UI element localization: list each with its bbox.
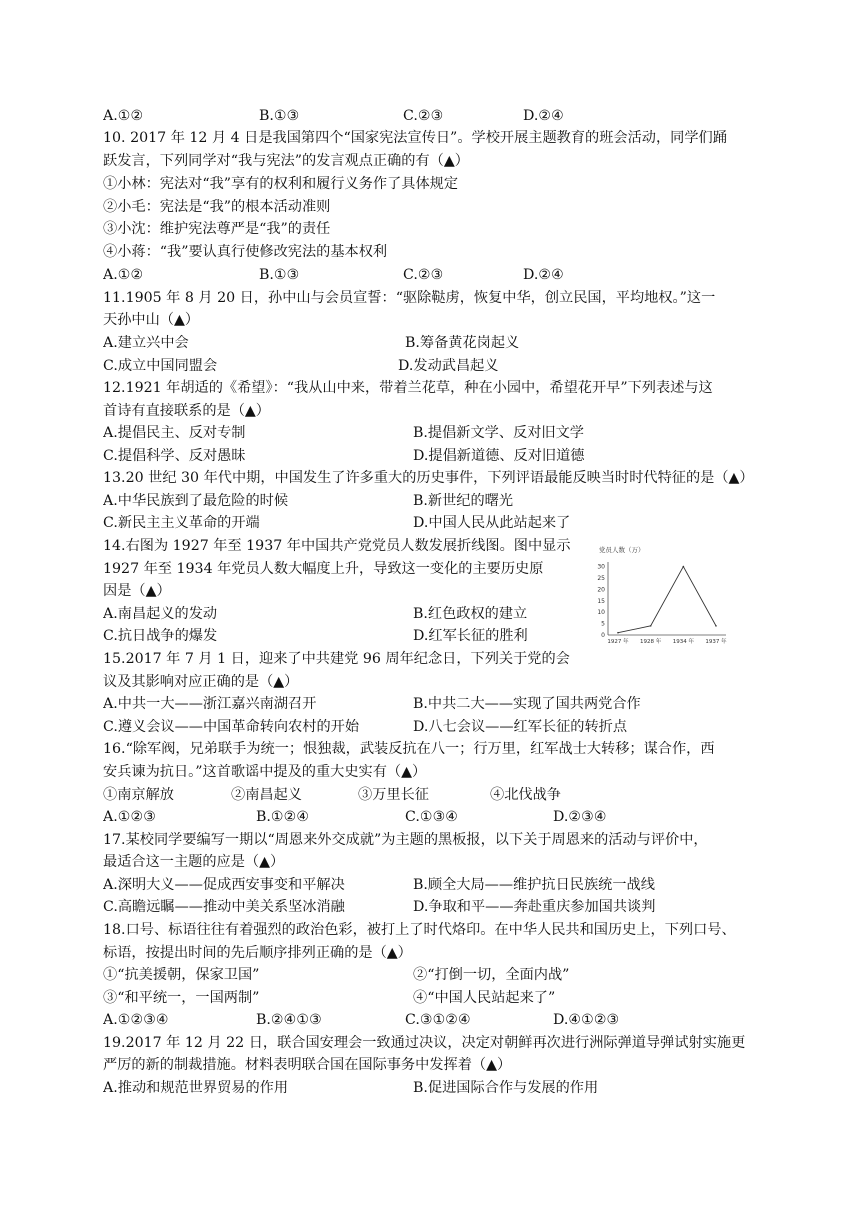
q18-statement-1: ①“抗美援朝，保家卫国” bbox=[103, 967, 260, 983]
q19-options-row-1 bbox=[103, 1077, 763, 1099]
q10-statement-4: ④小蒋：“我”要认真行使修改宪法的基本权利 bbox=[103, 244, 388, 260]
chart-y-tick-label: 0 bbox=[601, 632, 605, 639]
q10-option-d: D.②④ bbox=[523, 267, 564, 283]
q11-options-row-2 bbox=[103, 355, 763, 377]
q19-option-b: B.促进国际合作与发展的作用 bbox=[413, 1080, 599, 1096]
q9-option-a: A.①② bbox=[103, 108, 144, 124]
q15-option-d: D.八七会议——红军长征的转折点 bbox=[413, 719, 628, 735]
q11-option-a: A.建立兴中会 bbox=[103, 335, 189, 351]
q18-option-d: D.④①②③ bbox=[553, 1012, 620, 1028]
q12-option-b: B.提倡新文学、反对旧文学 bbox=[413, 425, 584, 441]
q16-statements bbox=[103, 784, 763, 806]
q10-option-b: B.①③ bbox=[259, 267, 300, 283]
q18-stem-line-2: 标语，按提出时间的先后顺序排列正确的是（▲） bbox=[103, 945, 412, 961]
q11-option-d: D.发动武昌起义 bbox=[398, 358, 499, 374]
q19-option-a: A.推动和规范世界贸易的作用 bbox=[103, 1080, 289, 1096]
q14-option-a: A.南昌起义的发动 bbox=[103, 606, 218, 622]
q16-option-c: C.①③④ bbox=[405, 809, 459, 825]
q17-option-a: A.深明大义——促成西安事变和平解决 bbox=[103, 877, 345, 893]
q13-options-row-1 bbox=[103, 490, 763, 512]
chart-series-line bbox=[618, 567, 716, 633]
q15-options-row-2 bbox=[103, 716, 763, 738]
q16-statement-4: ④北伐战争 bbox=[490, 787, 561, 803]
chart-x-tick-label: 1934 年 bbox=[672, 639, 694, 645]
q16-stem-line-1: 16.“除军阀，兄弟联手为统一；恨独裁，武装反抗在八一；行万里，红军战士大转移；谋合作，西 bbox=[103, 741, 715, 757]
q13-option-b: B.新世纪的曙光 bbox=[413, 493, 514, 509]
q18-statements-row-1 bbox=[103, 964, 763, 986]
q16-statement-1: ①南京解放 bbox=[103, 787, 174, 803]
q14-stem-line-3: 因是（▲） bbox=[103, 583, 171, 599]
chart-data-point bbox=[617, 632, 619, 634]
q12-options-row-2 bbox=[103, 445, 763, 467]
chart-x-tick-label: 1928 年 bbox=[640, 639, 662, 645]
q11-options-row-1 bbox=[103, 332, 763, 354]
q12-options-row-1 bbox=[103, 422, 763, 444]
chart-y-tick-label: 20 bbox=[597, 586, 605, 594]
chart-data-point bbox=[683, 566, 685, 568]
q10-options bbox=[103, 264, 763, 286]
q13-stem-line-1: 13.20 世纪 30 年代中期，中国发生了许多重大的历史事件，下列评语最能反映当时时代特征的是（▲） bbox=[103, 470, 754, 486]
chart-y-tick-label: 15 bbox=[597, 597, 605, 605]
q12-option-c: C.提倡科学、反对愚昧 bbox=[103, 448, 246, 464]
q18-statements-row-2 bbox=[103, 987, 763, 1009]
q9-option-c: C.②③ bbox=[403, 108, 444, 124]
q14-option-d: D.红军长征的胜利 bbox=[413, 628, 528, 644]
chart-y-tick-label: 10 bbox=[597, 609, 605, 617]
q9-option-d: D.②④ bbox=[523, 108, 564, 124]
q16-statement-2: ②南昌起义 bbox=[231, 787, 302, 803]
q16-statement-3: ③万里长征 bbox=[358, 787, 429, 803]
q17-options-row-2 bbox=[103, 896, 763, 918]
q10-stem-line-1: 10. 2017 年 12 月 4 日是我国第四个“国家宪法宣传日”。学校开展主题教育的班会活动，同学们踊 bbox=[103, 130, 727, 146]
q13-option-c: C.新民主主义革命的开端 bbox=[103, 515, 260, 531]
q17-stem-line-2: 最适合这一主题的应是（▲） bbox=[103, 854, 285, 870]
q19-stem-line-1: 19.2017 年 12 月 22 日，联合国安理会一致通过决议，决定对朝鲜再次进行洲际弹道导弹试射实施更 bbox=[103, 1035, 746, 1051]
q14-stem-line-2: 1927 年至 1934 年党员人数大幅度上升，导致这一变化的主要历史原 bbox=[103, 561, 544, 577]
q15-option-c: C.遵义会议——中国革命转向农村的开始 bbox=[103, 719, 360, 735]
q17-options-row-1 bbox=[103, 874, 763, 896]
q16-option-a: A.①②③ bbox=[103, 809, 156, 825]
q15-stem-line-2: 议及其影响对应正确的是（▲） bbox=[103, 674, 299, 690]
q17-option-b: B.顾全大局——维护抗日民族统一战线 bbox=[413, 877, 655, 893]
q9-option-b: B.①③ bbox=[259, 108, 300, 124]
q17-option-c: C.高瞻远瞩——推动中美关系坚冰消融 bbox=[103, 899, 345, 915]
party-membership-line-chart bbox=[588, 540, 736, 650]
q15-options-row-1 bbox=[103, 693, 763, 715]
q19-stem-line-2: 严厉的新的制裁措施。材料表明联合国在国际事务中发挥着（▲） bbox=[103, 1057, 512, 1073]
q11-stem-line-1: 11.1905 年 8 月 20 日，孙中山与会员宣誓：“驱除鞑虏，恢复中华，创立民国，平均地权。”这一 bbox=[103, 290, 716, 306]
q15-option-b: B.中共二大——实现了国共两党合作 bbox=[413, 696, 641, 712]
q14-stem-line-1: 14.右图为 1927 年至 1937 年中国共产党党员人数发展折线图。图中显示 bbox=[103, 538, 571, 554]
q14-options-row-2 bbox=[103, 625, 573, 647]
q10-option-c: C.②③ bbox=[403, 267, 444, 283]
q18-statement-3: ③“和平统一，一国两制” bbox=[103, 990, 260, 1006]
q10-option-a: A.①② bbox=[103, 267, 144, 283]
q16-option-d: D.②③④ bbox=[553, 809, 607, 825]
q13-option-a: A.中华民族到了最危险的时候 bbox=[103, 493, 289, 509]
chart-data-point bbox=[715, 625, 717, 627]
q14-options-row-1 bbox=[103, 603, 573, 625]
q18-options bbox=[103, 1009, 763, 1031]
q15-option-a: A.中共一大——浙江嘉兴南湖召开 bbox=[103, 696, 317, 712]
q10-statement-2: ②小毛：宪法是“我”的根本活动准则 bbox=[103, 199, 331, 215]
q10-statement-1: ①小林：宪法对“我”享有的权利和履行义务作了具体规定 bbox=[103, 176, 459, 192]
chart-y-tick-label: 30 bbox=[597, 563, 605, 571]
q10-stem-line-2: 跃发言，下列同学对“我与宪法”的发言观点正确的有（▲） bbox=[103, 153, 469, 169]
q12-stem-line-1: 12.1921 年胡适的《希望》：“我从山中来，带着兰花草，种在小园中，希望花开早”下列表述与这 bbox=[103, 380, 713, 396]
chart-y-axis-label: 党员人数（万） bbox=[599, 546, 645, 554]
q18-stem-line-1: 18.口号、标语往往有着强烈的政治色彩，被打上了时代烙印。在中华人民共和国历史上，下列口号、 bbox=[103, 922, 736, 938]
q14-option-b: B.红色政权的建立 bbox=[413, 606, 528, 622]
q18-statement-2: ②“打倒一切，全面内战” bbox=[413, 967, 570, 983]
q18-option-a: A.①②③④ bbox=[103, 1012, 169, 1028]
q12-stem-line-2: 首诗有直接联系的是（▲） bbox=[103, 403, 270, 419]
q12-option-d: D.提倡新道德、反对旧道德 bbox=[413, 448, 585, 464]
q10-statement-3: ③小沈：维护宪法尊严是“我”的责任 bbox=[103, 221, 331, 237]
q11-option-c: C.成立中国同盟会 bbox=[103, 358, 218, 374]
q18-option-c: C.③①②④ bbox=[405, 1012, 471, 1028]
q12-option-a: A.提倡民主、反对专制 bbox=[103, 425, 246, 441]
q16-stem-line-2: 安兵谏为抗日。”这首歌谣中提及的重大史实有（▲） bbox=[103, 764, 427, 780]
chart-x-tick-label: 1927 年 bbox=[607, 639, 629, 645]
chart-y-tick-label: 25 bbox=[597, 574, 605, 582]
q18-statement-4: ④“中国人民站起来了” bbox=[413, 990, 556, 1006]
q18-option-b: B.②④①③ bbox=[256, 1012, 322, 1028]
q13-option-d: D.中国人民从此站起来了 bbox=[413, 515, 571, 531]
q15-stem-line-1: 15.2017 年 7 月 1 日，迎来了中共建党 96 周年纪念日，下列关于党的会 bbox=[103, 651, 570, 667]
chart-y-tick-label: 5 bbox=[601, 620, 605, 628]
chart-data-point bbox=[650, 625, 652, 627]
q11-stem-line-2: 天孙中山（▲） bbox=[103, 312, 200, 328]
q9-options bbox=[103, 105, 763, 127]
q17-option-d: D.争取和平——奔赴重庆参加国共谈判 bbox=[413, 899, 656, 915]
q16-option-b: B.①②④ bbox=[256, 809, 310, 825]
q17-stem-line-1: 17.某校同学要编写一期以“周恩来外交成就”为主题的黑板报，以下关于周恩来的活动与评价中， bbox=[103, 832, 708, 848]
q11-option-b: B.筹备黄花岗起义 bbox=[405, 335, 520, 351]
chart-x-tick-label: 1937 年 bbox=[705, 639, 727, 645]
q16-options bbox=[103, 806, 763, 828]
q14-option-c: C.抗日战争的爆发 bbox=[103, 628, 218, 644]
q13-options-row-2 bbox=[103, 512, 763, 534]
